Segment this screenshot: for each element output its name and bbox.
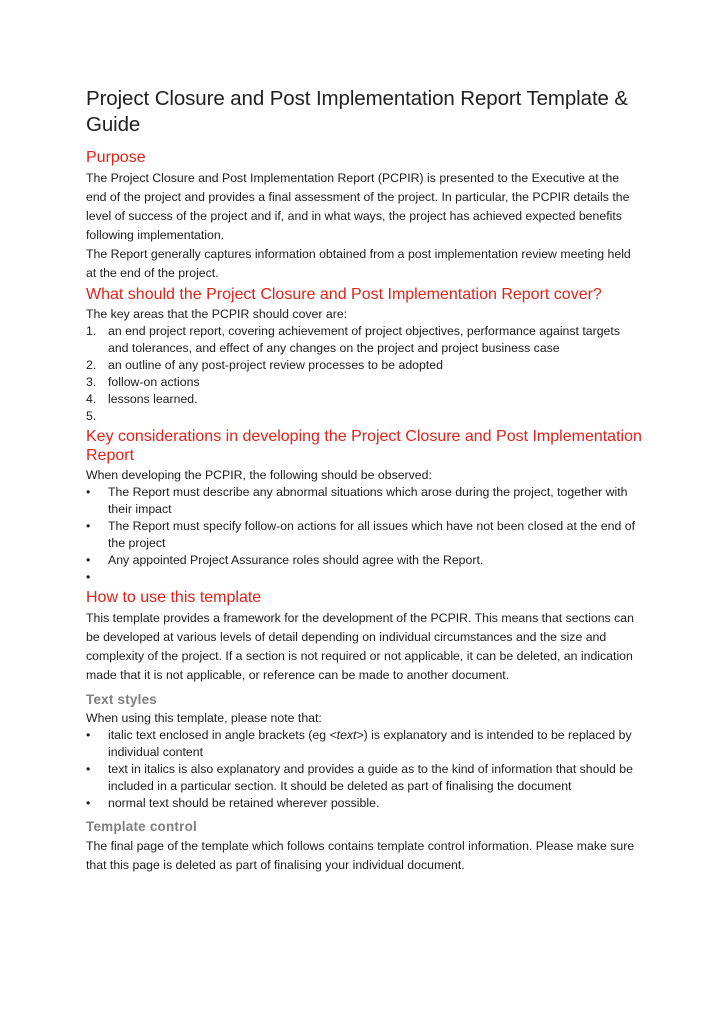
text-styles-intro: When using this template, please note that: [86,711,322,725]
numbered-list [86,323,642,425]
purpose-paragraph-2: The Report generally captures information obtained from a post implementation review meeting held at the end of the project. [86,247,631,280]
bullet-marker: • [86,728,91,742]
list-item-text: text in italics is also explanatory and provides a guide as to the kind of information that should be included in a particular section. It should be deleted as part of finalising the document [108,762,633,793]
text-styles-heading: Text styles [86,692,157,707]
list-number: 1. [86,324,97,338]
list-item-text: lessons learned. [108,392,198,406]
section-report-cover [86,285,642,425]
bullet-item-empty [86,569,642,586]
list-item-text: The Report must specify follow-on actions for all issues which have not been closed at the end of the project [108,519,636,550]
purpose-paragraph-1: The Project Closure and Post Implementation Report (PCPIR) is presented to the Executive at the end of the project and provides a final assessment of the project. In particular, the PCPIR details the level of success of the project and if, and in what ways, the project has achieved expected benefits following implementation. [86,171,630,242]
section-key-considerations [86,427,642,586]
bullet-item [86,727,642,761]
how-to-use-paragraph: This template provides a framework for the development of the PCPIR. This means that sections can be developed at various levels of detail depending on individual circumstances and the size and complexity of the project. If a section is not required or not applicable, it can be deleted, an indication made that it is not applicable, or reference can be made to another document. [86,611,634,682]
purpose-heading: Purpose [86,149,146,166]
key-considerations-heading: Key considerations in developing the Project Closure and Post Implementation Report [86,428,642,464]
numbered-item-empty [86,408,642,425]
list-item-text [108,727,642,761]
italic-text-run: <text> [329,728,364,742]
list-item-text [108,569,642,586]
section-purpose [86,148,642,283]
list-number: 4. [86,392,97,406]
report-cover-intro: The key areas that the PCPIR should cover are: [86,307,348,321]
bullet-marker: • [86,762,91,776]
list-item-text: Any appointed Project Assurance roles should agree with the Report. [108,553,484,567]
list-number: 5. [86,409,97,423]
bullet-list [86,727,642,812]
bullet-item [86,795,642,812]
list-item-text: an outline of any post-project review processes to be adopted [108,358,443,372]
report-cover-heading: What should the Project Closure and Post Implementation Report cover? [86,286,602,303]
bullet-item [86,552,642,569]
bullet-marker: • [86,796,91,810]
section-template-control [86,818,642,875]
list-item-text: normal text should be retained wherever possible. [108,796,380,810]
list-item-text: an end project report, covering achievement of project objectives, performance against targets and tolerances, and effect of any changes on the project and project business case [108,324,620,355]
template-control-paragraph: The final page of the template which follows contains template control information. Please make sure that this page is deleted as part of finalising your individual document. [86,839,635,872]
section-how-to-use [86,588,642,685]
template-control-heading: Template control [86,819,197,834]
bullet-list [86,484,642,586]
list-item-text [108,408,642,425]
bullet-marker: • [86,570,91,584]
numbered-item [86,391,642,408]
bullet-item [86,518,642,552]
text-run: italic text enclosed in angle brackets (eg [108,728,330,742]
list-number: 3. [86,375,97,389]
bullet-marker: • [86,519,91,533]
key-considerations-intro: When developing the PCPIR, the following should be observed: [86,468,432,482]
list-item-text: The Report must describe any abnormal situations which arose during the project, together with their impact [108,485,628,516]
numbered-item [86,323,642,357]
list-item-text: follow-on actions [108,375,200,389]
text-run: ) is explanatory and is intended to be replaced by individual content [108,728,632,759]
bullet-item [86,761,642,795]
numbered-item [86,357,642,374]
bullet-marker: • [86,485,91,499]
bullet-item [86,484,642,518]
document-title: Project Closure and Post Implementation Report Template & Guide [86,87,629,136]
section-text-styles [86,691,642,812]
bullet-marker: • [86,553,91,567]
numbered-item [86,374,642,391]
list-number: 2. [86,358,97,372]
how-to-use-heading: How to use this template [86,589,262,606]
